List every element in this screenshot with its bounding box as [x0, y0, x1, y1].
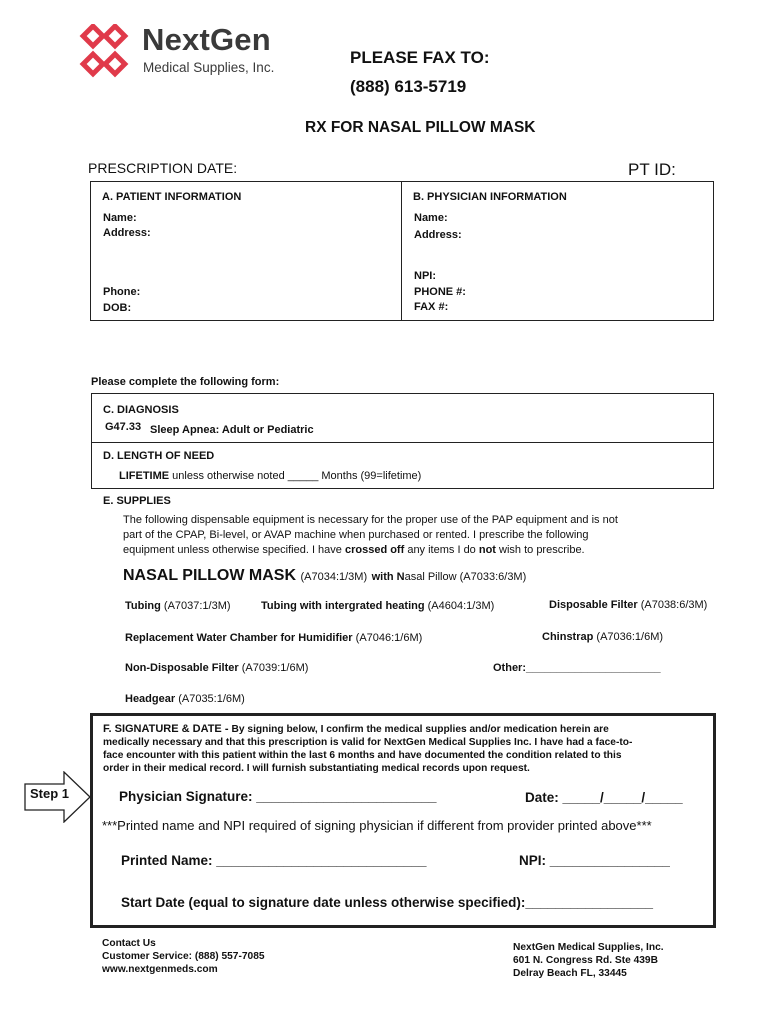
patient-info-header: A. PATIENT INFORMATION — [102, 191, 242, 203]
supply-headgear-code: (A7035:1/6M) — [178, 693, 245, 705]
printed-name-note: ***Printed name and NPI required of signing physician if different from provider printed above*** — [102, 818, 652, 833]
physician-fax-label: FAX #: — [414, 301, 449, 313]
patient-name-label: Name: — [103, 212, 137, 224]
supply-heated-label: Tubing with intergrated heating — [261, 600, 425, 612]
customer-service: Customer Service: (888) 557-7085 — [102, 951, 265, 962]
mask-pillow: asal Pillow (A7033:6/3M) — [404, 571, 527, 583]
address-street: 601 N. Congress Rd. Ste 439B — [513, 955, 658, 966]
supplies-para-line1: The following dispensable equipment is necessary for the proper use of the PAP equipment and is not — [123, 514, 618, 526]
supply-heated-tubing[interactable] — [261, 600, 494, 612]
physician-name-label: Name: — [414, 212, 448, 224]
logo-subtitle: Medical Supplies, Inc. — [143, 60, 275, 75]
patient-address-label: Address: — [103, 227, 151, 239]
lifetime-label: LIFETIME — [119, 470, 170, 482]
info-divider — [401, 181, 402, 321]
supply-chinstrap-code: (A7036:1/6M) — [596, 631, 664, 643]
patient-dob-label: DOB: — [103, 302, 132, 314]
address-city: Delray Beach FL, 33445 — [513, 968, 627, 979]
supplies-header: E. SUPPLIES — [103, 495, 171, 507]
signature-statement — [103, 723, 703, 775]
supply-heated-code: (A4604:1/3M) — [427, 600, 495, 612]
supply-water-chamber[interactable] — [125, 632, 422, 644]
supply-headgear-label: Headgear — [125, 693, 176, 705]
supply-filter-label: Disposable Filter — [549, 599, 638, 611]
supply-chamber-code: (A7046:1/6M) — [355, 632, 423, 644]
supply-chamber-label: Replacement Water Chamber for Humidifier — [125, 632, 353, 644]
supply-chinstrap-label: Chinstrap — [542, 631, 594, 643]
signature-line1-text: By signing below, I confirm the medical supplies and/or medication herein are — [231, 724, 609, 735]
website-link[interactable]: www.nextgenmeds.com — [102, 964, 218, 975]
prescription-date-label: PRESCRIPTION DATE: — [88, 160, 238, 176]
supply-other-field[interactable]: Other:______________________ — [493, 662, 661, 674]
contact-block — [102, 937, 265, 976]
supply-headgear[interactable] — [125, 693, 245, 705]
contact-title: Contact Us — [102, 938, 156, 949]
signature-header: F. SIGNATURE & DATE - — [103, 723, 232, 735]
length-of-need-text — [119, 470, 421, 482]
signature-date-field[interactable]: Date: _____/_____/_____ — [525, 790, 683, 805]
pt-id-label: PT ID: — [628, 160, 676, 179]
supply-nondisp-code: (A7039:1/6M) — [241, 662, 309, 674]
fax-label: PLEASE FAX TO: — [350, 48, 490, 67]
physician-info-header: B. PHYSICIAN INFORMATION — [413, 191, 567, 203]
diagnosis-divider — [91, 442, 714, 443]
supply-tubing[interactable] — [125, 600, 231, 612]
supply-chinstrap[interactable] — [542, 631, 663, 643]
supply-tubing-code: (A7037:1/3M) — [163, 600, 231, 612]
supply-filter-code: (A7038:6/3M) — [640, 599, 708, 611]
address-company: NextGen Medical Supplies, Inc. — [513, 942, 664, 953]
start-date-field[interactable]: Start Date (equal to signature date unless otherwise specified):_________________ — [121, 895, 653, 910]
supplies-para-line3-c: any items I do — [404, 544, 479, 556]
physician-address-label: Address: — [414, 229, 462, 241]
supplies-para-line2: part of the CPAP, Bi-level, or AVAP machine when purchased or rented. I prescribe the following — [123, 529, 589, 541]
supply-non-disposable-filter[interactable] — [125, 662, 308, 674]
signature-statement-line2: medically necessary and that this prescription is valid for NextGen Medical Supplies Inc. I have had a face-to- — [103, 737, 633, 748]
mask-title: NASAL PILLOW MASK — [123, 567, 297, 584]
not-text: not — [478, 544, 496, 556]
supply-nondisp-label: Non-Disposable Filter — [125, 662, 239, 674]
physician-phone-label: PHONE #: — [414, 286, 466, 298]
step-1-label: Step 1 — [30, 786, 70, 801]
form-title: RX FOR NASAL PILLOW MASK — [305, 119, 536, 136]
length-of-need-header: D. LENGTH OF NEED — [103, 450, 215, 462]
supplies-para-line3 — [123, 544, 585, 556]
patient-phone-label: Phone: — [103, 286, 141, 298]
diagnosis-code: G47.33 — [105, 421, 142, 433]
supply-tubing-label: Tubing — [125, 600, 161, 612]
npi-field[interactable]: NPI: ________________ — [519, 853, 670, 868]
signature-statement-line3: face encounter with this patient within the last 6 months and have documented the condition related to this — [103, 750, 622, 761]
logo-mark-icon — [78, 24, 130, 78]
supply-disposable-filter[interactable] — [549, 599, 707, 611]
supplies-para-line3-e: wish to prescribe. — [495, 544, 585, 556]
printed-name-field[interactable]: Printed Name: ____________________________ — [121, 853, 427, 868]
form-instruction: Please complete the following form: — [91, 376, 280, 388]
address-block — [513, 941, 664, 980]
physician-signature-field[interactable]: Physician Signature: ________________________ — [119, 789, 437, 804]
mask-line — [123, 567, 526, 585]
mask-code: (A7034:1/3M) — [300, 571, 368, 583]
crossed-off-text: crossed off — [344, 544, 405, 556]
supplies-para-line3-a: equipment unless otherwise specified. I have — [123, 544, 345, 556]
logo-name: NextGen — [142, 22, 271, 57]
physician-npi-label: NPI: — [414, 270, 436, 282]
mask-with: with N — [371, 571, 405, 583]
signature-statement-line1 — [103, 723, 703, 736]
diagnosis-header: C. DIAGNOSIS — [103, 404, 179, 416]
diagnosis-text: Sleep Apnea: Adult or Pediatric — [150, 424, 314, 436]
length-of-need-rest: unless otherwise noted _____ Months (99=lifetime) — [172, 470, 422, 482]
signature-statement-line4: order in their medical record. I will furnish substantiating medical records upon request. — [103, 763, 530, 774]
fax-number: (888) 613-5719 — [350, 77, 467, 96]
